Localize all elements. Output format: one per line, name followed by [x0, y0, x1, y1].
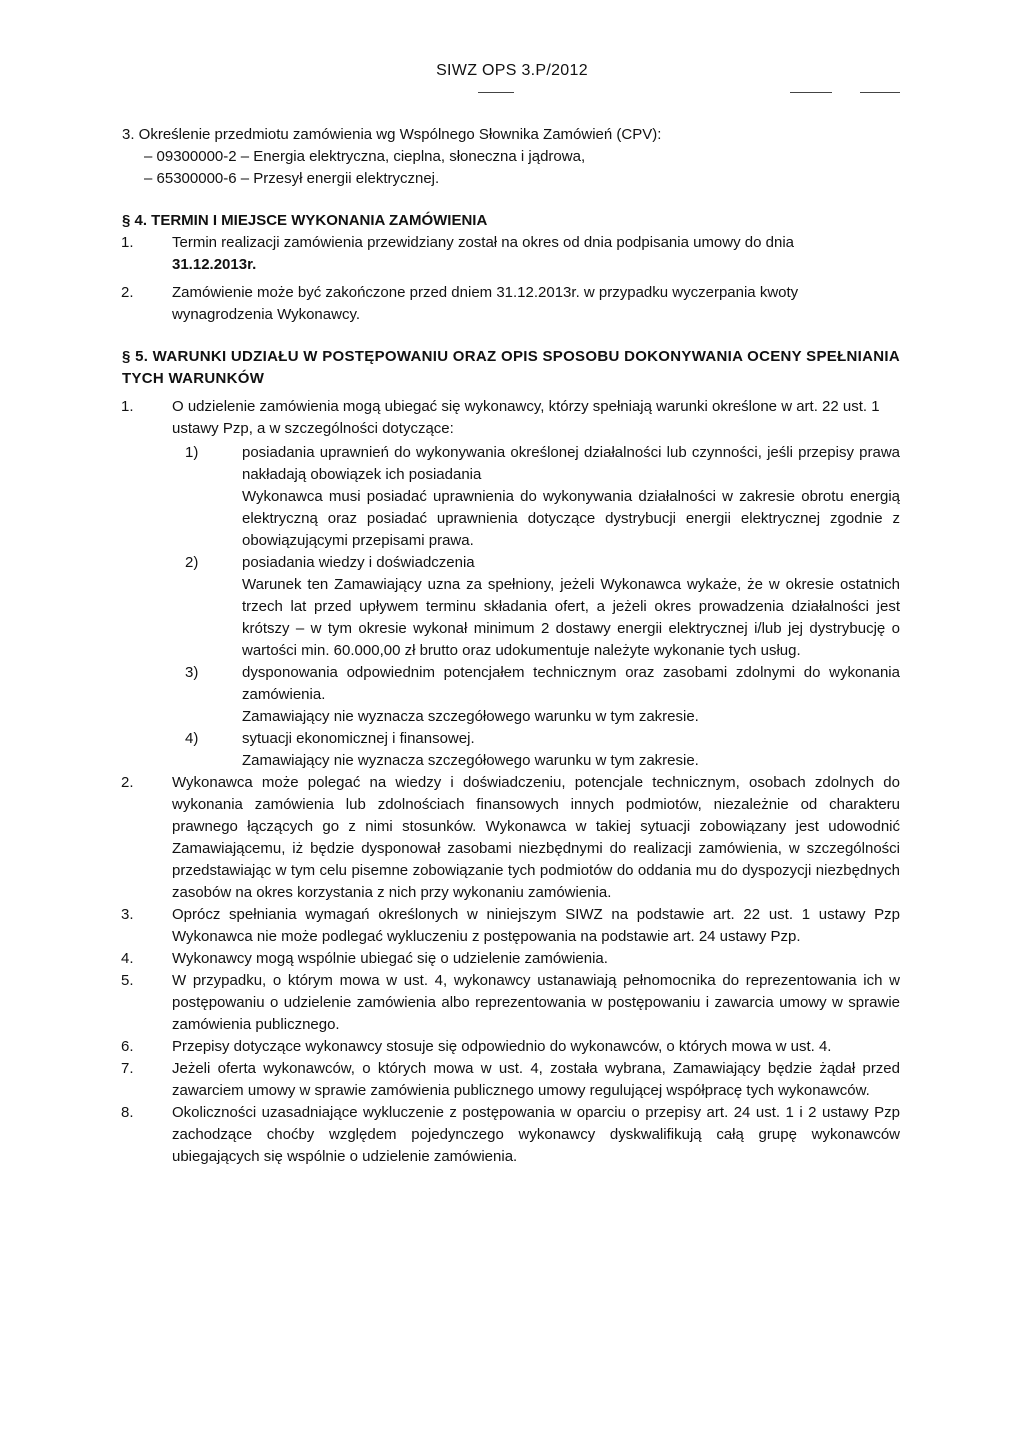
s5-paragraph-2 [122, 772, 900, 904]
s5-p1-number: 1. [121, 398, 134, 415]
header-rule-mid [790, 92, 832, 93]
cpv-item-2: – 65300000-6 – Przesył energii elektrycznej. [144, 170, 440, 187]
s4-p1-text: Termin realizacji zamówienia przewidziany został na okres od dnia podpisania umowy do dnia [172, 234, 794, 251]
condition-2-text: Warunek ten Zamawiający uzna za spełniony, jeżeli Wykonawca wykaże, że w okresie ostatnich trzech lat przed upływem terminu składania ofert, a jeżeli okres prowadzenia działalności jest krótszy – w tym okresie wykonał minimum 2 dostawy energii elektrycznej i/lub jej dystrybucję o wartości min. 60.000,00 zł brutto oraz udokumentuje należyte wykonanie tych usług. [242, 576, 900, 659]
s5-p6-number: 6. [121, 1038, 134, 1055]
s4-p2-text: Zamówienie może być zakończone przed dniem 31.12.2013r. w przypadku wyczerpania kwoty wynagrodzenia Wykonawcy. [172, 284, 799, 323]
s5-paragraph-4 [122, 948, 900, 970]
s4-p2-number: 2. [121, 284, 134, 301]
condition-1-text: Wykonawca musi posiadać uprawnienia do wykonywania działalności w zakresie obrotu energią elektryczną oraz posiadać uprawnienia dotyczące dystrybucji energii elektrycznej zgodnie z obowiązującymi przepisami prawa. [242, 488, 900, 549]
condition-1-number: 1) [185, 444, 199, 461]
s5-p3-number: 3. [121, 906, 134, 923]
s5-p5-number: 5. [121, 972, 134, 989]
s5-p5-text: W przypadku, o którym mowa w ust. 4, wykonawcy ustanawiają pełnomocnika do reprezentowania ich w postępowaniu o udzielenie zamówienia albo reprezentowania w postępowaniu i zawarcia umowy w sprawie zamówienia publicznego. [172, 972, 900, 1033]
s4-paragraph-1 [122, 232, 900, 276]
cpv-item-1: – 09300000-2 – Energia elektryczna, cieplna, słoneczna i jądrowa, [144, 148, 586, 165]
condition-1 [122, 442, 900, 552]
s5-paragraph-1 [122, 396, 900, 440]
condition-2 [122, 552, 900, 662]
s4-paragraph-2 [122, 282, 900, 326]
s5-paragraph-3 [122, 904, 900, 948]
s5-p2-text: Wykonawca może polegać na wiedzy i doświadczeniu, potencjale technicznym, osobach zdolnych do wykonania zamówienia lub zdolnościach finansowych innych podmiotów, niezależnie od charakteru prawnego łączących go z nimi stosunków. Wykonawca w takiej sytuacji zobowiązany jest udowodnić Zamawiającemu, iż będzie dysponował zasobami niezbędnymi do realizacji zamówienia, w szczególności przedstawiając w tym celu pisemne zobowiązanie tych podmiotów do oddania mu do dyspozycji niezbędnych zasobów na okres korzystania z nich przy wykonaniu zamówienia. [172, 774, 900, 901]
s5-p1-text: O udzielenie zamówienia mogą ubiegać się wykonawcy, którzy spełniają warunki określone w art. 22 ust. 1 ustawy Pzp, a w szczególności dotyczące: [172, 398, 880, 437]
s5-p4-number: 4. [121, 950, 134, 967]
condition-2-title: posiadania wiedzy i doświadczenia [242, 554, 475, 571]
s5-p4-text: Wykonawcy mogą wspólnie ubiegać się o udzielenie zamówienia. [172, 950, 608, 967]
s5-p6-text: Przepisy dotyczące wykonawcy stosuje się odpowiednio do wykonawców, o których mowa w ust. 4. [172, 1038, 832, 1055]
document-body [122, 124, 900, 1168]
s5-paragraph-6 [122, 1036, 900, 1058]
s5-p7-text: Jeżeli oferta wykonawców, o których mowa w ust. 4, została wybrana, Zamawiający będzie żądał przed zawarciem umowy w sprawie zamówienia publicznego umowy regulującej współpracę tych wykonawców. [172, 1060, 900, 1099]
s4-p1-date: 31.12.2013r. [172, 256, 257, 273]
condition-1-title: posiadania uprawnień do wykonywania określonej działalności lub czynności, jeśli przepisy prawa nakładają obowiązek ich posiadania [242, 444, 900, 483]
s5-p2-number: 2. [121, 774, 134, 791]
condition-3-number: 3) [185, 664, 199, 681]
condition-3-text: Zamawiający nie wyznacza szczegółowego warunku w tym zakresie. [242, 708, 699, 725]
s5-paragraph-5 [122, 970, 900, 1036]
cpv-section-title: 3. Określenie przedmiotu zamówienia wg Wspólnego Słownika Zamówień (CPV): [122, 126, 662, 143]
s5-p8-number: 8. [121, 1104, 134, 1121]
condition-3-title: dysponowania odpowiednim potencjałem technicznym oraz zasobami zdolnymi do wykonania zamówienia. [242, 664, 900, 703]
condition-2-number: 2) [185, 554, 199, 571]
condition-4-title: sytuacji ekonomicznej i finansowej. [242, 730, 475, 747]
s5-paragraph-8 [122, 1102, 900, 1168]
s5-p8-text: Okoliczności uzasadniające wykluczenie z postępowania w oparciu o przepisy art. 24 ust. 1 i 2 ustawy Pzp zachodzące choćby względem pojedynczego wykonawcy dyskwalifikują całą grupę wykonawców ubiegających się wspólnie o udzielenie zamówienia. [172, 1104, 900, 1165]
section-5-heading: § 5. WARUNKI UDZIAŁU W POSTĘPOWANIU ORAZ OPIS SPOSOBU DOKONYWANIA OCENY SPEŁNIANIA TYCH WARUNKÓW [122, 348, 900, 387]
s5-paragraph-7 [122, 1058, 900, 1102]
condition-4 [122, 728, 900, 772]
condition-3 [122, 662, 900, 728]
condition-4-number: 4) [185, 730, 199, 747]
s5-p7-number: 7. [121, 1060, 134, 1077]
s4-p1-number: 1. [121, 234, 134, 251]
section-4-heading: § 4. TERMIN I MIEJSCE WYKONANIA ZAMÓWIENIA [122, 212, 488, 229]
header-rule-left [478, 92, 514, 93]
header-rule-right [860, 92, 900, 93]
condition-4-text: Zamawiający nie wyznacza szczegółowego warunku w tym zakresie. [242, 752, 699, 769]
s5-p3-text: Oprócz spełniania wymagań określonych w niniejszym SIWZ na podstawie art. 22 ust. 1 ustawy Pzp Wykonawca nie może podlegać wykluczeniu z postępowania na podstawie art. 24 ustawy Pzp. [172, 906, 900, 945]
page-header: SIWZ OPS 3.P/2012 [436, 62, 588, 79]
